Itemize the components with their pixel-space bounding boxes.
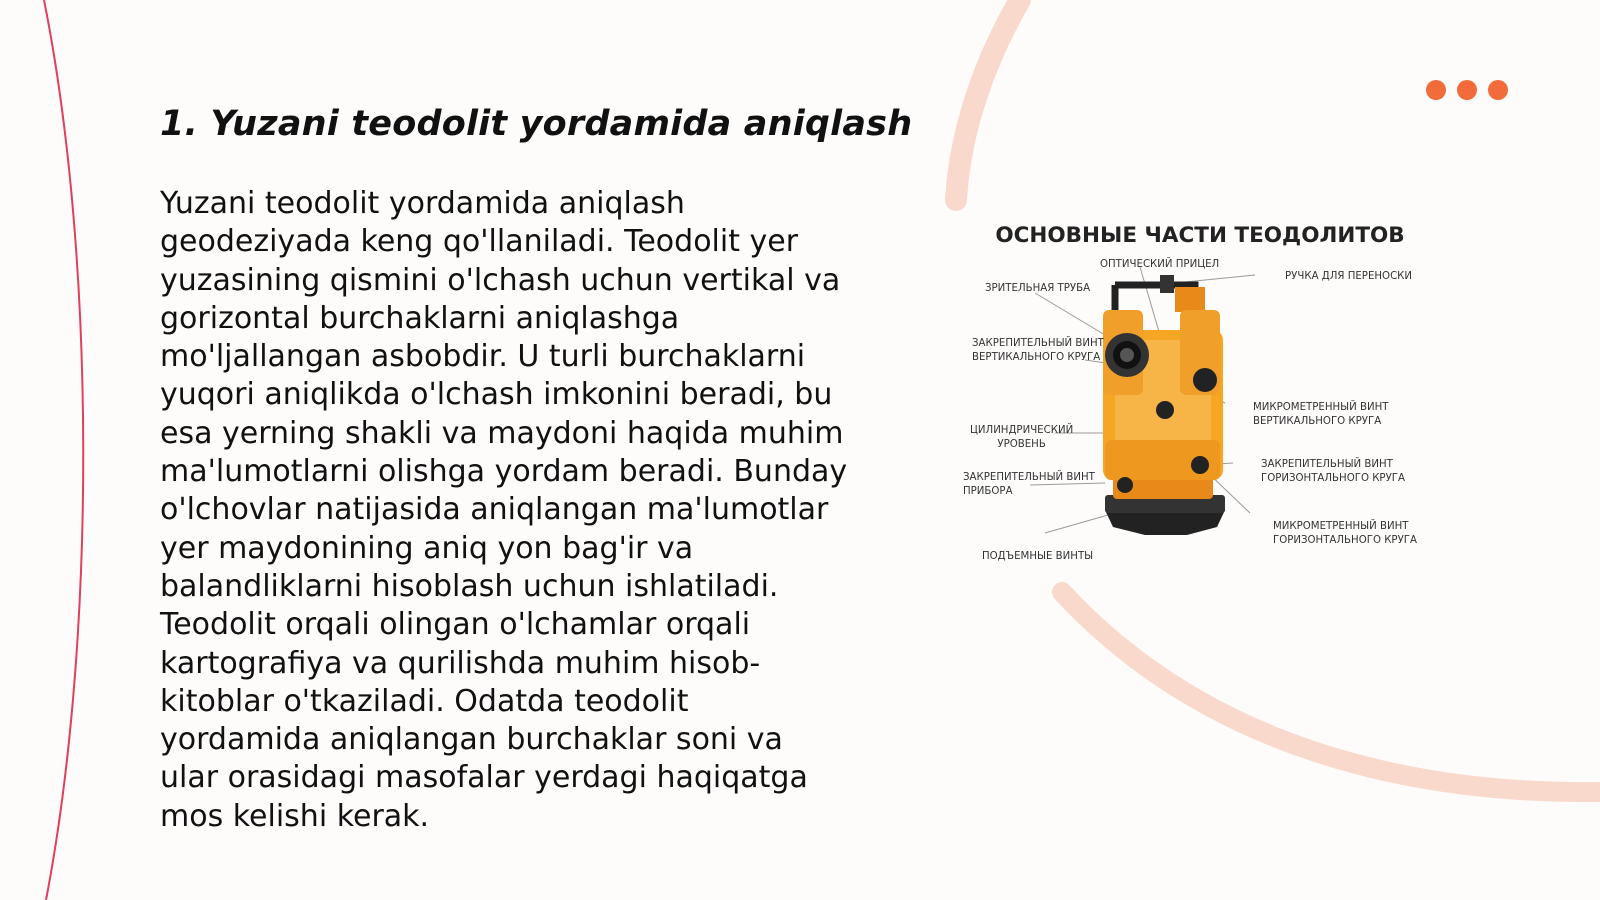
large-arc-top (956, 0, 1020, 200)
dot-icon (1457, 80, 1477, 100)
dot-icon (1426, 80, 1446, 100)
label-carry-handle: РУЧКА ДЛЯ ПЕРЕНОСКИ (1285, 271, 1413, 282)
label-leveling-screws: ПОДЪЕМНЫЕ ВИНТЫ (982, 551, 1094, 562)
left-curve-line (44, 0, 83, 900)
label-horizontal-micrometer-screw: МИКРОМЕТРЕННЫЙ ВИНТ ГОРИЗОНТАЛЬНОГО КРУГА (1273, 521, 1417, 546)
label-instrument-lock-screw: ЗАКРЕПИТЕЛЬНЫЙ ВИНТ ПРИБОРА (963, 472, 1095, 497)
label-optical-sight: ОПТИЧЕСКИЙ ПРИЦЕЛ (1100, 259, 1220, 270)
slide-title: 1. Yuzani teodolit yordamida aniqlash (160, 104, 913, 144)
label-vertical-micrometer-screw: МИКРОМЕТРЕННЫЙ ВИНТ ВЕРТИКАЛЬНОГО КРУГА (1253, 402, 1389, 427)
label-cylindrical-level: ЦИЛИНДРИЧЕСКИЙ УРОВЕНЬ (970, 425, 1074, 450)
menu-dots (1426, 80, 1508, 100)
theodolite-body (1103, 275, 1225, 535)
large-arc-bottom (1062, 592, 1600, 792)
label-telescope: ЗРИТЕЛЬНАЯ ТРУБА (985, 283, 1091, 294)
label-vertical-lock-screw: ЗАКРЕПИТЕЛЬНЫЙ ВИНТ ВЕРТИКАЛЬНОГО КРУГА (972, 338, 1104, 363)
figure-title: ОСНОВНЫЕ ЧАСТИ ТЕОДОЛИТОВ (995, 223, 1405, 248)
dot-icon (1488, 80, 1508, 100)
slide-body-text: Yuzani teodolit yordamida aniqlash geodeziyada keng qo'llaniladi. Teodolit yer yuzasining qismini o'lchash uchun vertikal va gorizontal burchaklarni aniqlashga mo'ljallangan asbobdir. U turli burchaklarni yuqori aniqlikda o'lchash imkonini beradi, bu esa yerning shakli va maydoni haqida muhim ma'lumotlarni olishga yordam beradi. Bunday o'lchovlar natijasida aniqlangan ma'lumotlar yer maydonining aniq yon bag'ir va balandliklarni hisoblash uchun ishlatiladi. Teodolit orqali olingan o'lchamlar orqali kartografiya va qurilishda muhim hisob-kitoblar o'tkaziladi. Odatda teodolit yordamida aniqlangan burchaklar soni va ular orasidagi masofalar yerdagi haqiqatga mos kelishi kerak. (160, 186, 848, 834)
label-horizontal-lock-screw: ЗАКРЕПИТЕЛЬНЫЙ ВИНТ ГОРИЗОНТАЛЬНОГО КРУГА (1261, 459, 1405, 484)
theodolite-figure (955, 215, 1425, 570)
